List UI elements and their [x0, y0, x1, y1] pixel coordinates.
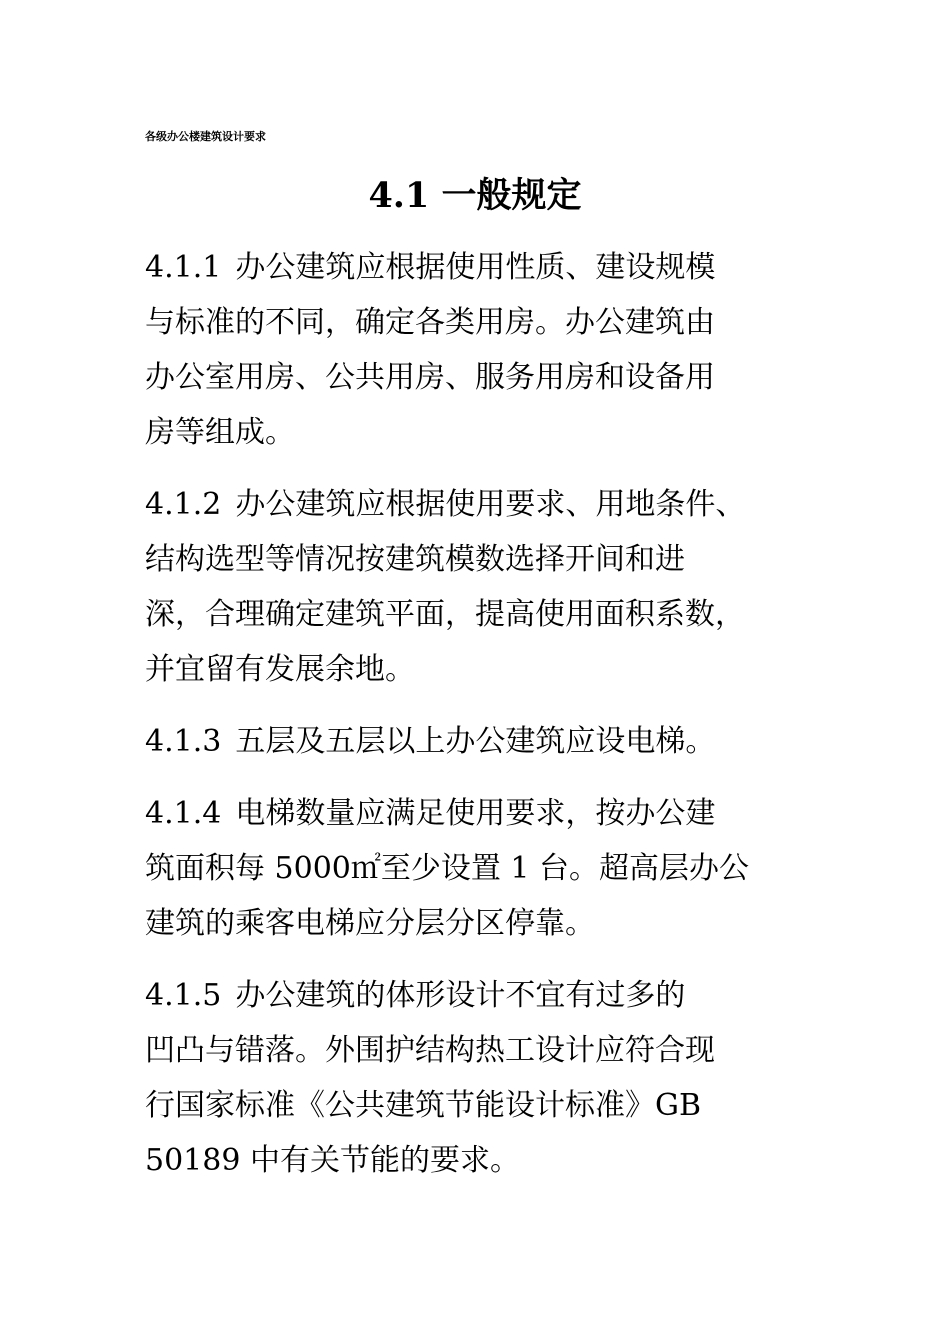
clause-line: 行国家标准《公共建筑节能设计标准》GB	[145, 1088, 702, 1123]
clause-number: 4.1.4	[145, 796, 222, 831]
clause-text: 电梯数量应满足使用要求，按办公建	[235, 796, 716, 831]
clause-4-1-3	[145, 714, 845, 769]
clause-line: 50189 中有关节能的要求。	[145, 1143, 520, 1178]
clause-line: 并宜留有发展余地。	[145, 652, 415, 687]
clause-line	[145, 968, 845, 1023]
clause-number: 4.1.1	[145, 250, 222, 285]
clause-4-1-2	[145, 477, 845, 697]
clause-line	[145, 477, 845, 532]
clause-text: 五层及五层以上办公建筑应设电梯。	[235, 724, 716, 759]
clause-number: 4.1.3	[145, 724, 222, 759]
clause-line	[145, 240, 845, 295]
clause-line: 深，合理确定建筑平面，提高使用面积系数，	[145, 597, 745, 632]
clause-number: 4.1.5	[145, 978, 222, 1013]
clause-line: 与标准的不同，确定各类用房。办公建筑由	[145, 305, 715, 340]
page-header: 各级办公楼建筑设计要求	[145, 130, 266, 143]
clause-text: 办公建筑应根据使用性质、建设规模	[235, 250, 716, 285]
clause-number: 4.1.2	[145, 487, 222, 522]
clause-line: 结构选型等情况按建筑模数选择开间和进	[145, 542, 685, 577]
clause-line: 建筑的乘客电梯应分层分区停靠。	[145, 906, 595, 941]
clause-line: 凹凸与错落。外围护结构热工设计应符合现	[145, 1033, 715, 1068]
clause-line: 房等组成。	[145, 415, 295, 450]
clause-4-1-5	[145, 968, 845, 1188]
clause-line	[145, 714, 845, 769]
clause-4-1-4	[145, 786, 845, 951]
section-title: 4.1 一般规定	[368, 175, 582, 216]
clause-line	[145, 786, 845, 841]
section-content	[145, 240, 845, 1205]
clause-line: 办公室用房、公共用房、服务用房和设备用	[145, 360, 715, 395]
clause-line: 筑面积每 5000㎡至少设置 1 台。超高层办公	[145, 851, 750, 886]
clause-text: 办公建筑的体形设计不宜有过多的	[235, 978, 686, 1013]
clause-4-1-1	[145, 240, 845, 460]
clause-text: 办公建筑应根据使用要求、用地条件、	[235, 487, 746, 522]
